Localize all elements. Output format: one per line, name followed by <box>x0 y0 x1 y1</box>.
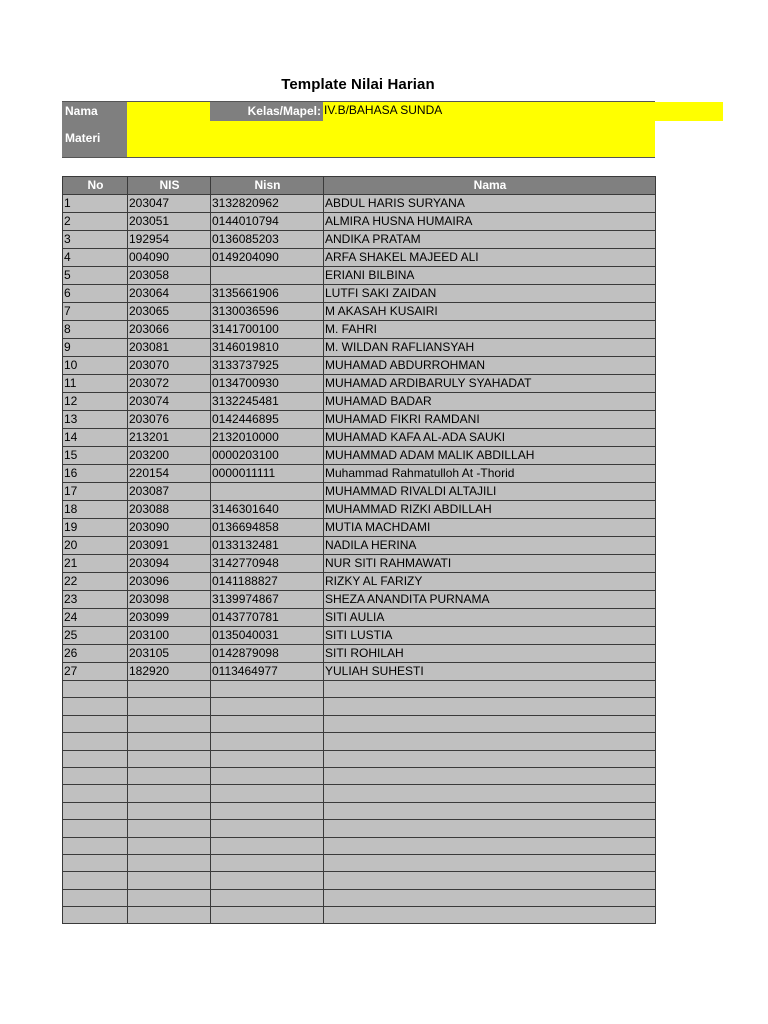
cell-no[interactable]: 16 <box>63 465 128 483</box>
cell-no[interactable]: 6 <box>63 285 128 303</box>
cell-nama[interactable]: ABDUL HARIS SURYANA <box>324 195 656 213</box>
cell-nisn[interactable] <box>211 681 324 698</box>
header-top-border <box>62 101 655 102</box>
table-row <box>63 339 656 357</box>
table-row <box>63 519 656 537</box>
cell-nis[interactable]: 203098 <box>128 591 211 609</box>
cell-nama[interactable] <box>324 889 656 906</box>
nama-label: Nama <box>62 102 127 121</box>
cell-no[interactable]: 20 <box>63 537 128 555</box>
table-row <box>63 609 656 627</box>
table-row <box>63 715 656 732</box>
cell-nama[interactable] <box>324 820 656 837</box>
cell-nis[interactable]: 203074 <box>128 393 211 411</box>
cell-no[interactable] <box>63 715 128 732</box>
table-header-row <box>63 177 656 195</box>
cell-nisn[interactable] <box>211 750 324 767</box>
cell-nis[interactable]: 203051 <box>128 213 211 231</box>
column-header-no: No <box>63 177 128 195</box>
cell-nisn[interactable] <box>211 767 324 784</box>
cell-nis[interactable] <box>128 750 211 767</box>
cell-nama[interactable]: SHEZA ANANDITA PURNAMA <box>324 591 656 609</box>
cell-nama[interactable]: M. WILDAN RAFLIANSYAH <box>324 339 656 357</box>
cell-no[interactable] <box>63 872 128 889</box>
cell-no[interactable]: 7 <box>63 303 128 321</box>
cell-no[interactable]: 26 <box>63 645 128 663</box>
cell-no[interactable] <box>63 733 128 750</box>
cell-nisn[interactable]: 0149204090 <box>211 249 324 267</box>
cell-nisn[interactable]: 0136694858 <box>211 519 324 537</box>
cell-no[interactable] <box>63 750 128 767</box>
cell-nisn[interactable] <box>211 802 324 819</box>
cell-no[interactable]: 17 <box>63 483 128 501</box>
cell-nis[interactable]: 213201 <box>128 429 211 447</box>
cell-no[interactable]: 13 <box>63 411 128 429</box>
table-row <box>63 907 656 924</box>
column-header-nis: NIS <box>128 177 211 195</box>
cell-no[interactable]: 1 <box>63 195 128 213</box>
cell-nama[interactable]: ANDIKA PRATAM <box>324 231 656 249</box>
cell-nisn[interactable]: 3130036596 <box>211 303 324 321</box>
cell-nama[interactable] <box>324 837 656 854</box>
cell-no[interactable]: 5 <box>63 267 128 285</box>
table-row <box>63 785 656 802</box>
cell-no[interactable]: 14 <box>63 429 128 447</box>
cell-no[interactable] <box>63 767 128 784</box>
cell-no[interactable] <box>63 802 128 819</box>
table-row <box>63 375 656 393</box>
cell-nisn[interactable] <box>211 854 324 871</box>
cell-nama[interactable]: ALMIRA HUSNA HUMAIRA <box>324 213 656 231</box>
cell-nama[interactable]: NUR SITI RAHMAWATI <box>324 555 656 573</box>
cell-nis[interactable]: 203070 <box>128 357 211 375</box>
cell-no[interactable]: 23 <box>63 591 128 609</box>
cell-nisn[interactable]: 0000011111 <box>211 465 324 483</box>
table-row <box>63 357 656 375</box>
cell-nama[interactable]: Muhammad Rahmatulloh At -Thorid <box>324 465 656 483</box>
cell-nama[interactable]: MUHAMMAD ADAM MALIK ABDILLAH <box>324 447 656 465</box>
cell-no[interactable]: 24 <box>63 609 128 627</box>
table-row <box>63 889 656 906</box>
cell-nama[interactable]: MUHAMAD KAFA AL-ADA SAUKI <box>324 429 656 447</box>
cell-nis[interactable]: 182920 <box>128 663 211 681</box>
cell-nis[interactable] <box>128 889 211 906</box>
kelas-mapel-value[interactable]: IV.B/BAHASA SUNDA <box>323 102 723 121</box>
cell-nama[interactable]: SITI LUSTIA <box>324 627 656 645</box>
cell-nis[interactable]: 203090 <box>128 519 211 537</box>
cell-nisn[interactable] <box>211 698 324 715</box>
cell-nisn[interactable]: 0136085203 <box>211 231 324 249</box>
table-row <box>63 411 656 429</box>
cell-nisn[interactable]: 0143770781 <box>211 609 324 627</box>
cell-nisn[interactable]: 0135040031 <box>211 627 324 645</box>
cell-nis[interactable]: 192954 <box>128 231 211 249</box>
table-row <box>63 750 656 767</box>
cell-nisn[interactable]: 3132820962 <box>211 195 324 213</box>
student-table <box>62 176 656 924</box>
cell-no[interactable]: 2 <box>63 213 128 231</box>
cell-no[interactable]: 22 <box>63 573 128 591</box>
table-row <box>63 555 656 573</box>
table-row <box>63 872 656 889</box>
cell-nis[interactable]: 203072 <box>128 375 211 393</box>
table-row <box>63 854 656 871</box>
column-header-nisn: Nisn <box>211 177 324 195</box>
cell-nis[interactable]: 203200 <box>128 447 211 465</box>
table-row <box>63 645 656 663</box>
cell-nis[interactable] <box>128 785 211 802</box>
cell-nisn[interactable]: 3142770948 <box>211 555 324 573</box>
cell-nama[interactable]: SITI ROHILAH <box>324 645 656 663</box>
table-row <box>63 767 656 784</box>
cell-nis[interactable]: 203088 <box>128 501 211 519</box>
cell-nisn[interactable]: 3133737925 <box>211 357 324 375</box>
cell-nama[interactable] <box>324 872 656 889</box>
cell-nama[interactable]: M AKASAH KUSAIRI <box>324 303 656 321</box>
cell-nis[interactable]: 203099 <box>128 609 211 627</box>
cell-nis[interactable]: 004090 <box>128 249 211 267</box>
cell-nisn[interactable]: 3146019810 <box>211 339 324 357</box>
cell-nisn[interactable] <box>211 483 324 501</box>
cell-nis[interactable]: 203094 <box>128 555 211 573</box>
cell-nis[interactable]: 203081 <box>128 339 211 357</box>
table-row <box>63 213 656 231</box>
cell-nisn[interactable] <box>211 785 324 802</box>
page-title: Template Nilai Harian <box>281 76 435 93</box>
cell-nis[interactable] <box>128 820 211 837</box>
cell-nama[interactable]: SITI AULIA <box>324 609 656 627</box>
cell-nis[interactable]: 203047 <box>128 195 211 213</box>
cell-nama[interactable] <box>324 715 656 732</box>
cell-nama[interactable] <box>324 854 656 871</box>
cell-nis[interactable]: 203058 <box>128 267 211 285</box>
cell-nama[interactable]: MUHAMMAD RIZKI ABDILLAH <box>324 501 656 519</box>
cell-nama[interactable] <box>324 733 656 750</box>
cell-nisn[interactable]: 2132010000 <box>211 429 324 447</box>
cell-nis[interactable]: 203076 <box>128 411 211 429</box>
cell-nisn[interactable] <box>211 733 324 750</box>
cell-nama[interactable]: LUTFI SAKI ZAIDAN <box>324 285 656 303</box>
nama-value-cell[interactable] <box>127 102 210 121</box>
cell-nama[interactable]: ARFA SHAKEL MAJEED ALI <box>324 249 656 267</box>
cell-no[interactable]: 15 <box>63 447 128 465</box>
cell-nisn[interactable]: 0141188827 <box>211 573 324 591</box>
cell-nisn[interactable] <box>211 820 324 837</box>
table-row <box>63 573 656 591</box>
table-row <box>63 681 656 698</box>
table-row <box>63 802 656 819</box>
table-row <box>63 537 656 555</box>
cell-nisn[interactable]: 3141700100 <box>211 321 324 339</box>
cell-nisn[interactable] <box>211 837 324 854</box>
table-row <box>63 249 656 267</box>
cell-nis[interactable]: 203065 <box>128 303 211 321</box>
cell-nama[interactable] <box>324 907 656 924</box>
cell-nama[interactable] <box>324 802 656 819</box>
cell-no[interactable]: 8 <box>63 321 128 339</box>
cell-no[interactable] <box>63 889 128 906</box>
cell-no[interactable]: 18 <box>63 501 128 519</box>
table-row <box>63 733 656 750</box>
table-row <box>63 195 656 213</box>
cell-nama[interactable]: ERIANI BILBINA <box>324 267 656 285</box>
cell-nis[interactable]: 203100 <box>128 627 211 645</box>
header-bottom-border <box>62 157 655 158</box>
cell-nis[interactable] <box>128 802 211 819</box>
cell-nisn[interactable]: 3139974867 <box>211 591 324 609</box>
cell-nama[interactable] <box>324 767 656 784</box>
table-row <box>63 231 656 249</box>
cell-nis[interactable] <box>128 767 211 784</box>
cell-nama[interactable]: RIZKY AL FARIZY <box>324 573 656 591</box>
cell-nis[interactable] <box>128 837 211 854</box>
cell-nis[interactable] <box>128 854 211 871</box>
cell-nisn[interactable] <box>211 889 324 906</box>
cell-nama[interactable]: YULIAH SUHESTI <box>324 663 656 681</box>
cell-no[interactable]: 3 <box>63 231 128 249</box>
cell-no[interactable]: 27 <box>63 663 128 681</box>
cell-nis[interactable] <box>128 733 211 750</box>
cell-nisn[interactable]: 0133132481 <box>211 537 324 555</box>
materi-value-cell[interactable] <box>127 121 655 158</box>
cell-nisn[interactable] <box>211 267 324 285</box>
cell-no[interactable] <box>63 698 128 715</box>
table-row <box>63 429 656 447</box>
cell-nama[interactable] <box>324 698 656 715</box>
cell-nis[interactable] <box>128 907 211 924</box>
cell-no[interactable]: 11 <box>63 375 128 393</box>
cell-nama[interactable] <box>324 785 656 802</box>
cell-nisn[interactable]: 3146301640 <box>211 501 324 519</box>
cell-nis[interactable]: 203066 <box>128 321 211 339</box>
cell-no[interactable] <box>63 907 128 924</box>
cell-nisn[interactable]: 3135661906 <box>211 285 324 303</box>
cell-nisn[interactable]: 0134700930 <box>211 375 324 393</box>
cell-no[interactable] <box>63 681 128 698</box>
kelas-mapel-label: Kelas/Mapel: <box>210 102 323 121</box>
cell-nis[interactable]: 220154 <box>128 465 211 483</box>
cell-no[interactable] <box>63 785 128 802</box>
cell-nama[interactable]: MUHAMAD BADAR <box>324 393 656 411</box>
cell-nis[interactable] <box>128 681 211 698</box>
cell-no[interactable]: 12 <box>63 393 128 411</box>
table-row <box>63 591 656 609</box>
cell-nama[interactable] <box>324 750 656 767</box>
cell-nisn[interactable]: 0142879098 <box>211 645 324 663</box>
cell-nama[interactable]: NADILA HERINA <box>324 537 656 555</box>
table-row <box>63 837 656 854</box>
cell-nisn[interactable]: 3132245481 <box>211 393 324 411</box>
cell-nis[interactable]: 203096 <box>128 573 211 591</box>
cell-no[interactable]: 19 <box>63 519 128 537</box>
cell-nisn[interactable] <box>211 907 324 924</box>
cell-nis[interactable] <box>128 698 211 715</box>
column-header-nama: Nama <box>324 177 656 195</box>
cell-nisn[interactable]: 0144010794 <box>211 213 324 231</box>
cell-no[interactable]: 4 <box>63 249 128 267</box>
cell-nama[interactable]: MUHAMAD FIKRI RAMDANI <box>324 411 656 429</box>
table-row <box>63 465 656 483</box>
table-row <box>63 483 656 501</box>
cell-nama[interactable]: MUHAMAD ABDURROHMAN <box>324 357 656 375</box>
cell-nis[interactable]: 203091 <box>128 537 211 555</box>
cell-nama[interactable]: MUHAMAD ARDIBARULY SYAHADAT <box>324 375 656 393</box>
cell-nis[interactable]: 203064 <box>128 285 211 303</box>
cell-no[interactable] <box>63 854 128 871</box>
cell-nis[interactable]: 203105 <box>128 645 211 663</box>
cell-nama[interactable]: MUTIA MACHDAMI <box>324 519 656 537</box>
cell-nisn[interactable] <box>211 715 324 732</box>
cell-no[interactable]: 9 <box>63 339 128 357</box>
table-row <box>63 285 656 303</box>
table-row <box>63 627 656 645</box>
table-row <box>63 820 656 837</box>
table-row <box>63 447 656 465</box>
cell-no[interactable]: 25 <box>63 627 128 645</box>
cell-no[interactable]: 10 <box>63 357 128 375</box>
table-body <box>63 195 656 924</box>
materi-label: Materi <box>62 121 127 158</box>
cell-nisn[interactable]: 0000203100 <box>211 447 324 465</box>
cell-nama[interactable] <box>324 681 656 698</box>
table-row <box>63 501 656 519</box>
cell-no[interactable] <box>63 820 128 837</box>
cell-no[interactable]: 21 <box>63 555 128 573</box>
cell-nis[interactable] <box>128 872 211 889</box>
cell-nisn[interactable]: 0113464977 <box>211 663 324 681</box>
cell-no[interactable] <box>63 837 128 854</box>
cell-nisn[interactable] <box>211 872 324 889</box>
table-row <box>63 393 656 411</box>
table-row <box>63 303 656 321</box>
cell-nama[interactable]: MUHAMMAD RIVALDI ALTAJILI <box>324 483 656 501</box>
table-row <box>63 267 656 285</box>
cell-nama[interactable]: M. FAHRI <box>324 321 656 339</box>
table-row <box>63 663 656 681</box>
cell-nis[interactable] <box>128 715 211 732</box>
cell-nis[interactable]: 203087 <box>128 483 211 501</box>
table-row <box>63 698 656 715</box>
cell-nisn[interactable]: 0142446895 <box>211 411 324 429</box>
table-row <box>63 321 656 339</box>
